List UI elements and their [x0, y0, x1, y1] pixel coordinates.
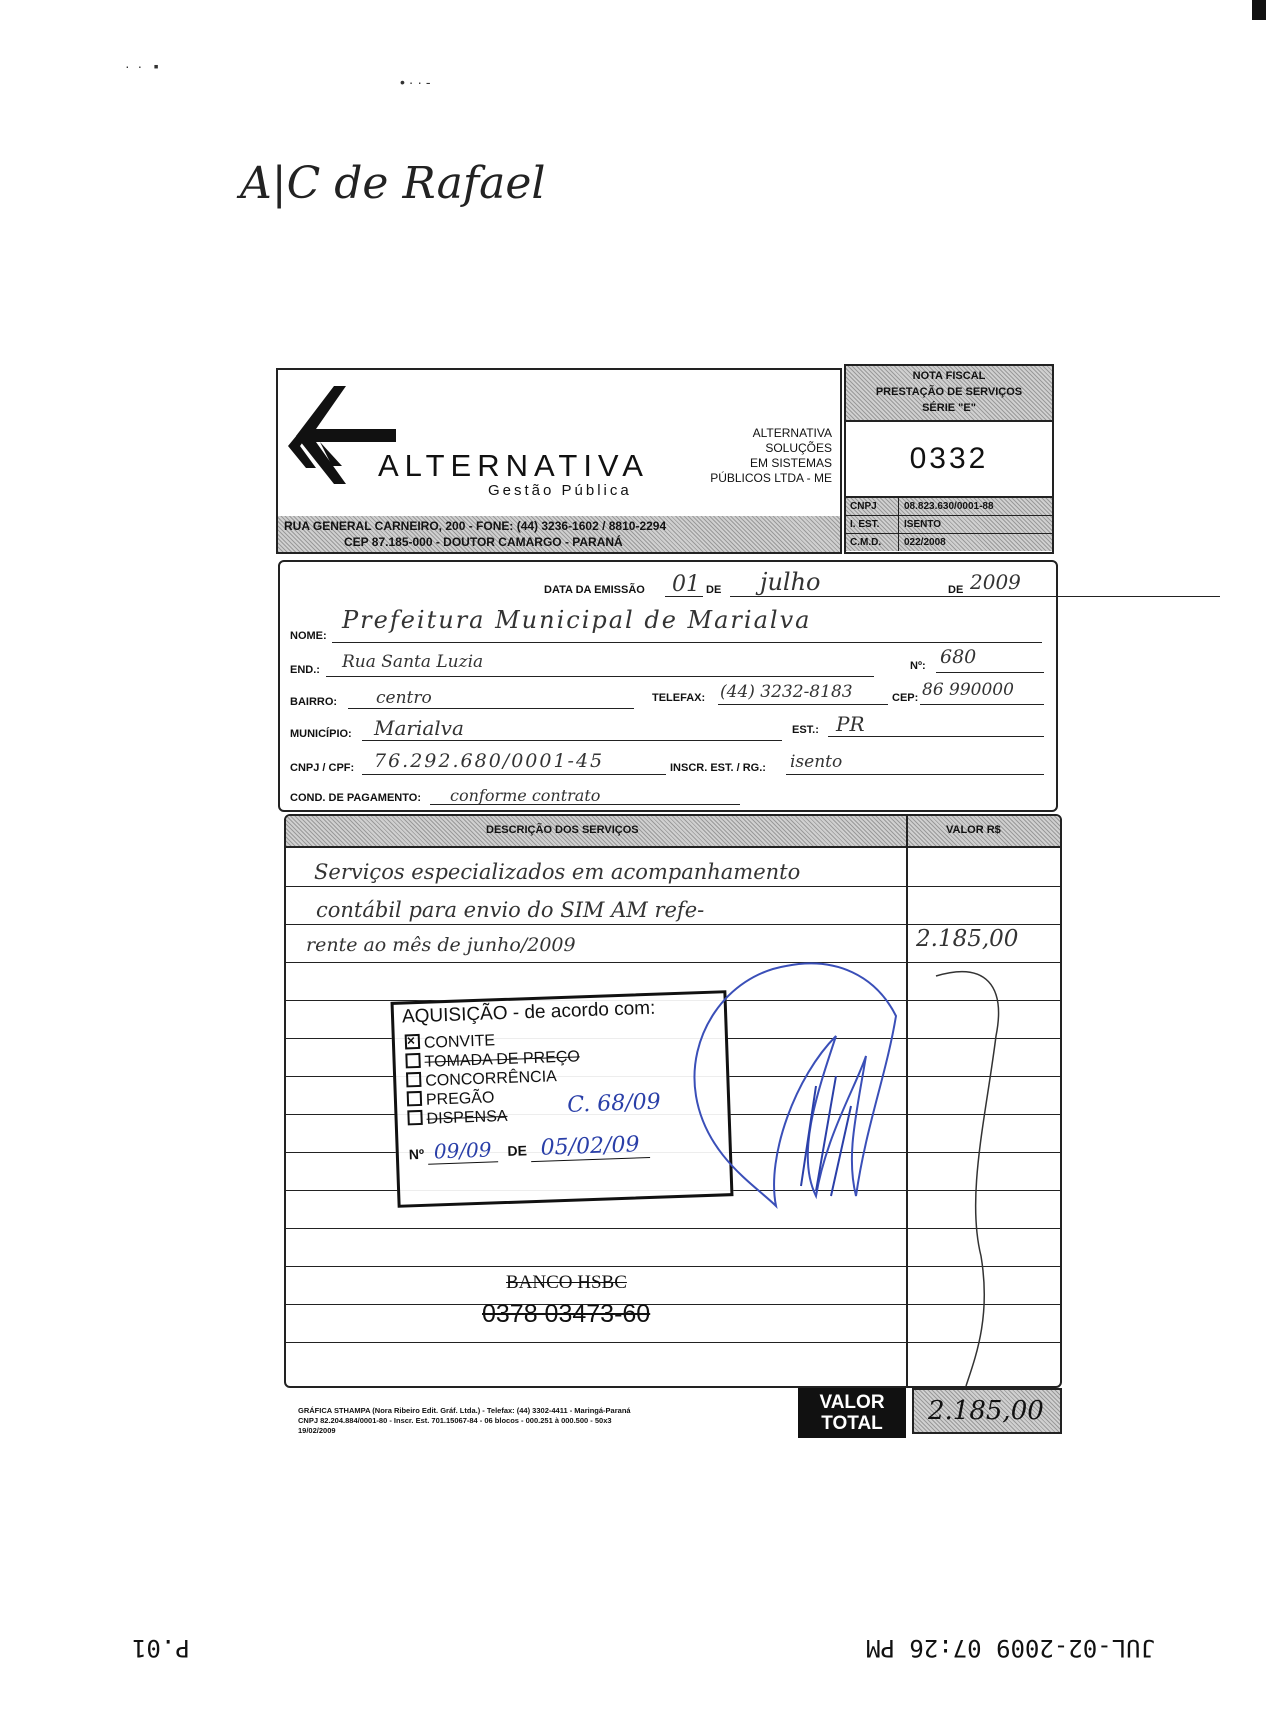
ruled-line-1 [286, 886, 1060, 887]
nota-cmd-value: 022/2008 [904, 537, 946, 548]
bank-name: BANCO HSBC [506, 1272, 627, 1293]
checkbox-icon [407, 1091, 423, 1107]
option-dispensa-label: DISPENSA [426, 1107, 508, 1128]
end-label: END.: [290, 664, 320, 676]
company-line-4: PÚBLICOS LTDA - ME [710, 471, 832, 485]
checkbox-icon [407, 1110, 423, 1126]
est-value: PR [836, 712, 865, 736]
num-value: 680 [940, 646, 977, 668]
nota-cmd-label: C.M.D. [846, 534, 899, 551]
printer-info [298, 1406, 631, 1436]
nota-reg-table [846, 498, 1052, 551]
company-line-3: EM SISTEMAS [749, 456, 832, 470]
option-tomada-label: TOMADA DE PREÇO [424, 1048, 581, 1071]
footer-row [290, 1388, 1064, 1448]
nota-title-3: SÉRIE "E" [922, 402, 976, 414]
valor-total-box [912, 1388, 1062, 1434]
handwritten-annotation: A|C de Rafael [240, 158, 546, 209]
option-pregao-label: PREGÃO [425, 1089, 495, 1109]
cep-value: 86 990000 [922, 680, 1014, 700]
telefax-label: TELEFAX: [652, 692, 706, 704]
services-box [284, 814, 1062, 1388]
service-line-value: 2.185,00 [916, 926, 1019, 952]
stamp-de-label: DE [507, 1142, 528, 1159]
nota-cnpj-label: CNPJ [846, 498, 899, 515]
cep-label: CEP: [892, 692, 919, 704]
service-line-1: Serviços especializados em acompanhamento [314, 860, 801, 884]
printer-line-1: GRÁFICA STHAMPA (Nora Ribeiro Edit. Gráf. Ltda.) - Telefax: (44) 3302-4411 - Maringá-Paraná [298, 1406, 631, 1415]
inscr-label: INSCR. EST. / RG.: [670, 762, 766, 774]
valor-total-value: 2.185,00 [928, 1396, 1044, 1426]
cond-label: COND. DE PAGAMENTO: [290, 792, 421, 804]
stamp-no-value: 09/09 [427, 1137, 497, 1164]
municipio-value: Marialva [374, 716, 464, 740]
cond-value: conforme contrato [450, 786, 601, 805]
stamp-options [405, 1028, 583, 1129]
cnpj-value: 76.292.680/0001-45 [374, 750, 605, 772]
stamp-no-row [408, 1132, 650, 1165]
printer-line-3: 19/02/2009 [298, 1426, 336, 1435]
client-fields-box [278, 560, 1058, 812]
printer-line-2: CNPJ 82.204.884/0001-80 - Inscr. Est. 701.15067-84 - 06 blocos - 000.251 à 000.500 - 50x3 [298, 1416, 612, 1425]
est-label: EST.: [792, 724, 819, 736]
valor-column-divider [906, 816, 908, 1386]
num-label: Nº: [910, 660, 926, 672]
nome-value: Prefeitura Municipal de Marialva [342, 606, 812, 634]
checkbox-icon [405, 1053, 421, 1069]
data-emissao-label: DATA DA EMISSÃO [544, 584, 645, 596]
address-line-1: RUA GENERAL CARNEIRO, 200 - FONE: (44) 3236-1602 / 8810-2294 [284, 519, 667, 533]
stamp-no-label: Nº [408, 1145, 425, 1163]
service-line-3: rente ao mês de junho/2009 [306, 934, 576, 956]
inscr-value: isento [790, 752, 843, 772]
checkbox-icon [406, 1072, 422, 1088]
nota-title-2: PRESTAÇÃO DE SERVIÇOS [875, 386, 1023, 398]
stamp-title: AQUISIÇÃO - de acordo com: [401, 997, 656, 1028]
scan-specks-2: • · · - [400, 74, 431, 90]
telefax-value: (44) 3232-8183 [720, 682, 853, 702]
end-value: Rua Santa Luzia [342, 652, 484, 672]
desc-header: DESCRIÇÃO DOS SERVIÇOS [486, 824, 639, 836]
logo-main: ALTERNATIVA [378, 448, 649, 483]
arrow-logo-icon [286, 384, 396, 504]
nota-iest-label: I. EST. [846, 516, 899, 533]
company-header-box [276, 368, 842, 554]
nota-number: 0332 [846, 422, 1052, 498]
address-line-2: CEP 87.185-000 - DOUTOR CAMARGO - PARANÁ [344, 535, 623, 549]
cnpj-label: CNPJ / CPF: [290, 762, 355, 774]
valor-header: VALOR R$ [946, 824, 1001, 836]
stamp-handwritten-ref: C. 68/09 [566, 1089, 662, 1118]
fax-timestamp: JUL-02-2009 07:26 PM [866, 1634, 1155, 1662]
date-de-label-2: DE [948, 584, 964, 596]
company-line-2: SOLUÇÕES [765, 441, 832, 455]
month-value: julho [760, 568, 821, 596]
company-name-block [710, 426, 832, 486]
year-value: 2009 [970, 570, 1021, 594]
nota-fiscal-box [844, 364, 1054, 554]
valor-total-label [798, 1388, 906, 1438]
nota-cnpj-value: 08.823.630/0001-88 [904, 501, 994, 512]
bairro-value: centro [376, 688, 432, 708]
nota-title [846, 366, 1052, 422]
nome-label: NOME: [290, 630, 327, 642]
value-bracket-icon [926, 956, 1016, 1386]
nota-title-1: NOTA FISCAL [912, 370, 986, 382]
scan-edge-mark [1252, 0, 1266, 20]
municipio-label: MUNICÍPIO: [290, 728, 352, 740]
option-convite-label: CONVITE [423, 1032, 496, 1052]
date-de-label-1: DE [706, 584, 722, 596]
address-strip [278, 516, 840, 552]
scan-specks: · · ▪ [125, 58, 159, 74]
bairro-label: BAIRRO: [290, 696, 338, 708]
option-concorrencia-label: CONCORRÊNCIA [425, 1068, 558, 1090]
bank-account: 0378 03473-60 [482, 1300, 651, 1328]
services-header-row [286, 816, 1060, 848]
valor-total-label-2: TOTAL [821, 1413, 883, 1434]
nota-iest-value: ISENTO [904, 519, 942, 530]
service-line-2: contábil para envio do SIM AM refe- [316, 898, 705, 922]
signature-icon [666, 956, 906, 1216]
ruled-line-2 [286, 924, 1060, 925]
valor-total-label-1: VALOR [819, 1392, 885, 1413]
company-line-1: ALTERNATIVA [752, 426, 832, 440]
day-value: 01 [672, 572, 700, 597]
checkbox-checked-icon [405, 1034, 421, 1050]
stamp-de-value: 05/02/09 [530, 1132, 650, 1162]
logo-sub: Gestão Pública [488, 482, 632, 499]
fax-page-number: P.01 [132, 1634, 190, 1662]
